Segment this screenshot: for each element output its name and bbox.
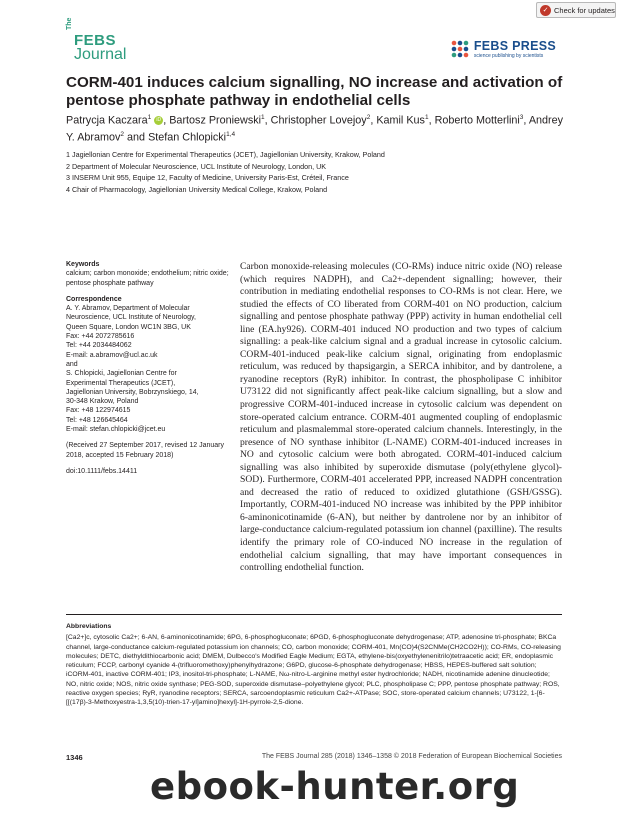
journal-logo-febs: FEBS: [74, 32, 117, 49]
affiliations: [66, 149, 566, 195]
abbreviations-text: [Ca2+]c, cytosolic Ca2+; 6-AN, 6-aminonicotinamide; 6PG, 6-phosphogluconate; 6PGD, 6-phosphogluconate dehydrogenase; ATP, adenosine tri-phosphate; BKCa channel, large-conductance calcium-regulated potassium ion channels; CO, carbon monoxide; CORM-401, Mn(CO)4(S2CNMe(CH2CO2H)); CO-RMs, CO-releasing molecules; DETC, diethyldithiocarbonic acid; DMEM, Dulbecco's Modified Eagle Medium; EGTA, ethylene-bis(oxyethylenenitrilo)tetraacetic acid; ER, endoplasmic reticulum; FCCP, carbonyl cyanide 4-(trifluoromethoxy)phenylhydrazone; G6PD, glucose-6-phosphate dehydrogenase; HBSS, HEPES-buffered salt solution; iCORM-401, inactive CORM-401; IP3, inositol-tri-phosphate; L-NAME, Nω-nitro-L-arginine methyl ester hydrochloride; NADH, nicotinamide adenine dinucleotide; NO, nitric oxide; NOS, nitric oxide synthase; PEG-SOD, superoxide dismutase–polyethylene glycol; PLC, phospholipase C; PPP, pentose phosphate pathway; ROS, reactive oxygen species; RyR, ryanodine receptors; SERCA, sarcoendoplasmic reticulum Ca2+-ATPase; SOC, store-operated calcium channels; U73122, 1-[6-[[(17β)-3-Methoxyestra-1,3,5(10)-trien-17-yl]amino]hexyl]-1H-pyrrole-2,5-dione.: [66, 634, 561, 707]
author-affil: 1: [261, 114, 265, 121]
affiliation-item: 1 Jagiellonian Centre for Experimental Therapeutics (JCET), Jagiellonian University, Krakow, Poland: [66, 150, 385, 159]
author-name[interactable]: Christopher Lovejoy: [270, 114, 367, 127]
author-affil: 1: [424, 114, 429, 121]
divider: [66, 614, 562, 615]
check-updates-icon: ✓: [540, 5, 551, 16]
journal-logo-the: The: [66, 17, 73, 30]
correspondence-line: 30-348 Krakow, Poland: [66, 398, 139, 406]
author-name[interactable]: Stefan Chlopicki: [148, 131, 227, 144]
febs-press-logo: [450, 35, 556, 63]
correspondence-line: Experimental Therapeutics (JCET),: [66, 379, 176, 387]
received-dates: (Received 27 September 2017, revised 12 January 2018, accepted 15 February 2018): [66, 442, 224, 459]
check-updates-label: Check for updates: [554, 5, 615, 15]
author-affil: 2: [366, 114, 371, 121]
keywords-text: calcium; carbon monoxide; endothelium; nitric oxide; pentose phosphate pathway: [66, 270, 229, 287]
febs-press-tagline: science publishing by scientists: [473, 53, 544, 59]
author-affil: 1,4: [226, 131, 236, 139]
correspondence-block: [66, 295, 231, 434]
correspondence-line: Fax: +44 2072785616: [66, 333, 135, 341]
affiliation-item: 2 Department of Molecular Neuroscience, UCL Institute of Neurology, London, UK: [66, 161, 327, 171]
author-affil: 2: [120, 131, 125, 139]
correspondence-line: Tel: +48 126645464: [66, 416, 128, 424]
author-name[interactable]: Andrey Y. Abramov: [66, 114, 564, 144]
author-name[interactable]: Patrycja Kaczara: [66, 114, 148, 127]
abbreviations-heading: Abbreviations: [66, 623, 112, 630]
footer-citation: The FEBS Journal 285 (2018) 1346–1358 © 2018 Federation of European Biochemical Societies: [261, 753, 562, 760]
correspondence-line: and: [66, 360, 78, 368]
correspondence-line: Jagiellonian University, Bobrzynskiego, 14,: [66, 388, 199, 396]
abstract-text: Carbon monoxide-releasing molecules (CO-RMs) induce nitric oxide (NO) release (which requires NADPH), and Ca2+-dependent signalling; however, their contribution in mediating endothelial responses to CO-RMs is not clear. Here, we studied the effects of CO liberated from CORM-401 on NO production, calcium signalling and pentose phosphate pathway (PPP) activity in human endothelial cell line (EA.hy926). CORM-401 induced NO production and two types of calcium signalling: a peak-like calcium signal and a gradual increase in cytosolic calcium. CORM-401-induced peak-like calcium signal, originating from endoplasmic reticulum, was reduced by thapsigargin, a SERCA inhibitor, and by dantrolene, a ryanodine receptors (RyR) inhibitor. In contrast, the phospholipase C inhibitor U73122 did not significantly affect peak-like calcium signalling, but a slow and progressive CORM-401-induced increase in cytosolic calcium was dependent on store-operated calcium entrance. CORM-401 augmented coupling of endoplasmic reticulum and plasmalemmal store-operated calcium channels. Interestingly, in the presence of NO synthase inhibitor (L-NAME) CORM-401-induced increases in NO and cytosolic calcium were both abrogated. CORM-401-induced calcium signalling was also inhibited by superoxide dismutase (poly(ethylene glycol)-SOD). Furthermore, CORM-401 accelerated PPP, increased NADPH concentration and decreased the ratio of reduced to oxidized glutathione (GSH/GSSG). Importantly, CORM-401-induced NO increase was inhibited by the PPP inhibitor 6-aminonicotinamide (6-AN), but neither by dantrolene nor by an inhibitor of large-conductance calcium-regulated potassium ion channel (paxilline). The results identify the primary role of CO-induced NO increase in the regulation of endothelial calcium signalling, that may have important consequences in controlling endothelial function.: [240, 261, 562, 574]
doi-link[interactable]: doi:10.1111/febs.14411: [66, 467, 138, 475]
orcid-icon[interactable]: iD: [154, 116, 163, 125]
correspondence-line: Tel: +44 2034484062: [66, 342, 132, 350]
author-list: Patrycja Kaczara$^1$ iD , Bartosz Proniewski$^1$, Christopher Lovejoy$^2$, Kamil Kus$^1$, Roberto Motterlini$^3$, Andrey Y. Abramov$^2$ and Stefan Chlopicki$^{1,4}$: [66, 114, 564, 144]
keywords-block: [66, 260, 231, 288]
author-name[interactable]: Bartosz Proniewski: [169, 114, 262, 127]
affiliation-item: 3 INSERM Unit 955, Equipe 12, Faculty of Medicine, University Paris-Est, Créteil, France: [66, 173, 349, 183]
author-affil: 3: [519, 114, 524, 121]
article-title: CORM-401 induces calcium signalling, NO increase and activation of pentose phosphate pathway in endothelial cells: [66, 74, 563, 109]
correspondence-email[interactable]: E-mail: a.abramov@ucl.ac.uk: [66, 351, 158, 359]
correspondence-email[interactable]: E-mail: stefan.chlopicki@jcet.eu: [66, 426, 166, 434]
correspondence-heading: Correspondence: [66, 295, 122, 303]
febs-journal-logo: [66, 17, 136, 66]
correspondence-line: Neuroscience, UCL Institute of Neurology,: [66, 314, 196, 322]
febs-press-name: FEBS PRESS: [473, 39, 556, 53]
watermark: ebook-hunter.org: [150, 765, 520, 808]
article-info-column: [66, 260, 231, 483]
author-name[interactable]: Roberto Motterlini: [434, 114, 520, 127]
journal-logo-journal: Journal: [74, 46, 127, 63]
affiliation-item: 4 Chair of Pharmacology, Jagiellonian University Medical College, Krakow, Poland: [66, 184, 328, 194]
abbreviations-block: [66, 622, 562, 708]
correspondence-line: A. Y. Abramov, Department of Molecular: [66, 305, 190, 313]
correspondence-line: Fax: +48 122974615: [66, 407, 131, 415]
correspondence-line: S. Chlopicki, Jagiellonian Centre for: [66, 370, 177, 378]
keywords-heading: Keywords: [66, 261, 100, 268]
febs-press-dots-icon: [450, 39, 470, 59]
author-affil: 1: [147, 114, 152, 121]
page-number: 1346: [66, 753, 83, 762]
check-for-updates-button[interactable]: [536, 2, 616, 18]
author-name[interactable]: Kamil Kus: [376, 114, 425, 127]
correspondence-line: Queen Square, London WC1N 3BG, UK: [66, 323, 191, 331]
